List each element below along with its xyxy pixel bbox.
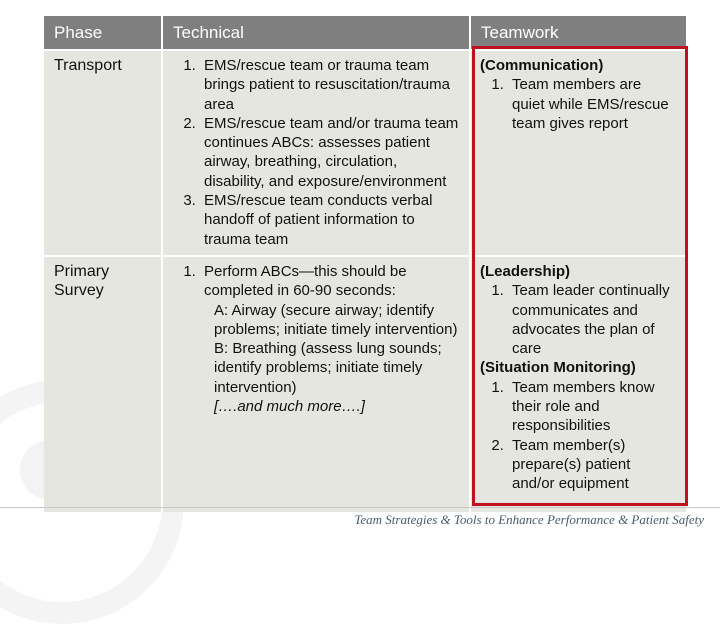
more-note: [….and much more….]	[214, 398, 365, 416]
table-header-row	[44, 16, 686, 50]
technical-list	[173, 56, 459, 249]
table-row-primary-survey	[44, 256, 686, 512]
teamwork-cell	[470, 256, 686, 512]
table-row-transport	[44, 50, 686, 256]
breathing-subitem: B: Breathing (assess lung sounds; identify problems; initiate timely intervention)	[214, 340, 442, 396]
airway-subitem: A: Airway (secure airway; identify problems; initiate timely intervention)	[214, 301, 458, 338]
technical-cell	[162, 256, 470, 512]
situation-monitoring-list	[481, 378, 676, 494]
teamwork-list	[481, 75, 676, 133]
list-item: 1. EMS/rescue team or trauma team brings patient to resuscitation/trauma area	[200, 56, 459, 114]
list-item: 1. Team leader continually communicates and advocates the plan of care	[508, 281, 676, 358]
situation-monitoring-heading: (Situation Monitoring)	[480, 359, 636, 377]
list-item: 1. Team members are quiet while EMS/rescue team gives report	[508, 75, 676, 133]
phase-cell: Transport	[44, 50, 162, 256]
technical-list	[173, 262, 459, 416]
list-item: 3. EMS/rescue team conducts verbal handoff of patient information to trauma team	[200, 191, 459, 249]
phase-table	[44, 16, 686, 512]
header-technical: Technical	[162, 16, 470, 50]
footer-tagline: Team Strategies & Tools to Enhance Performance & Patient Safety	[354, 512, 704, 527]
teamwork-heading: (Communication)	[480, 57, 604, 74]
leadership-heading: (Leadership)	[480, 262, 571, 280]
leadership-list	[481, 281, 676, 358]
header-teamwork: Teamwork	[470, 16, 686, 50]
list-item: 2. Team member(s) prepare(s) patient and/or equipment	[508, 436, 676, 494]
teamwork-cell	[470, 50, 686, 256]
phase-cell: Primary Survey	[44, 256, 162, 512]
list-item: 1. Team members know their role and responsibilities	[508, 378, 676, 436]
footer	[0, 504, 720, 540]
list-item: 2. EMS/rescue team and/or trauma team continues ABCs: assesses patient airway, breathing, circulation, disability, and exposure/environment	[200, 114, 459, 191]
technical-cell	[162, 50, 470, 256]
footer-divider	[0, 507, 720, 508]
technical-item-text: Perform ABCs—this should be completed in 60-90 seconds:	[204, 262, 407, 300]
list-item	[200, 262, 459, 416]
header-phase: Phase	[44, 16, 162, 50]
